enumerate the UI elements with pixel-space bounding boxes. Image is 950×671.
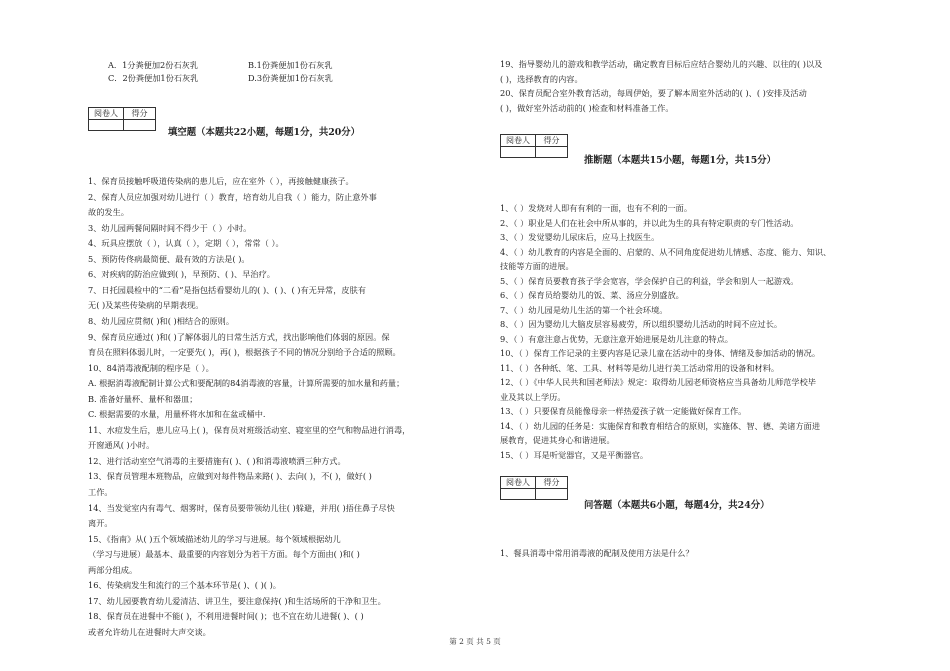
question-line: 展教育，促进其身心和谐进展。 [500, 435, 615, 445]
question-line: 1、（ ）发烧对人即有有利的一面，也有不利的一面。 [500, 203, 693, 213]
question-line: 8、（ ）因为婴幼儿大脑皮层容易疲劳，所以组织婴幼儿活动的时间不应过长。 [500, 319, 783, 329]
question-line: 12、进行活动室空气消毒的主要措施有( )、( )和消毒液喷洒三种方式。 [88, 455, 346, 466]
question-line: C. 根据需要的水量，用量杯将水加和在盆或桶中. [88, 409, 266, 420]
question-line: 14、（ ）幼儿园的任务是：实施保育和教育相结合的原则，实施体、智、德、美诸方面进 [500, 420, 821, 431]
section-title-fill-blank: 填空题（本题共22小题，每题1分，共20分） [168, 127, 360, 138]
question-line: 5、预防传佟病最简便、最有效的方法是( )。 [88, 253, 250, 264]
question-line: 9、（ ）有意注意占优势，无意注意开始进展是幼儿注意的特点。 [500, 333, 733, 344]
question-line: 15、《指南》从( )五个领域描述幼儿的学习与进展。每个领域根据幼儿 [88, 533, 341, 544]
question-line: 12、（ ）《中华人民共和国老师法》规定：取得幼儿园老师资格应当具备幼儿师范学校毕 [500, 377, 816, 387]
question-line: 开窗通风( )小时。 [88, 440, 155, 451]
question-line: 无( )及某些传染病的早期表现。 [88, 300, 204, 311]
question-line: 离开。 [88, 518, 113, 529]
question-line: 13、（ ）只要保育员能像母亲一样热爱孩子就一定能做好保育工作。 [500, 406, 747, 416]
question-line: 4、玩具应摆放（ ），认真（ ），定期（ ），常常（ ）。 [88, 238, 284, 249]
option-a: A．1分粪便加2份石灰乳 [108, 60, 199, 70]
score-label: 得分 [124, 108, 155, 120]
question-line: 16、传染病发生和流行的三个基本环节是( )、( )( )。 [88, 580, 281, 591]
question-line: 10、84消毒液配制的程序是（ ）。 [88, 362, 214, 373]
section-title-qa: 问答题（本题共6小题，每题4分，共24分） [584, 500, 770, 511]
question-line: 17、幼儿园要教育幼儿爱清洁、讲卫生，要注意保持( )和生活场所的干净和卫生。 [88, 595, 386, 606]
question-line: 20、保育员配合室外教育活动，每周伊始，要了解本周室外活动的( )、( )安排及活动 [500, 88, 807, 98]
question-line: 3、幼儿园两餐间隔时间不得少于（ ）小时。 [88, 222, 252, 233]
question-line: 6、（ ）保育员给婴幼儿的饭、菜、汤应分别盛放。 [500, 290, 684, 300]
question-line: 或者允许幼儿在进餐时大声交谈。 [88, 626, 211, 637]
option-c: C．2份粪便加1份石灰乳 [108, 73, 199, 83]
question-line: 10、（ ）保育工作记录的主要内容是记录儿童在活动中的身体、情绪及参加活动的情况。 [500, 348, 821, 358]
score-box [500, 476, 568, 500]
question-line: 3、（ ）发觉婴幼儿尿床后，应马上找医生。 [500, 232, 660, 242]
reviewer-label: 阅卷人 [501, 135, 536, 147]
score-box [88, 107, 156, 131]
question-line: 1、餐具消毒中常用消毒液的配制及使用方法是什么？ [500, 548, 694, 558]
question-line: 9、保育员应通过( )和( )了解体弱儿的日常生活方式，找出影响他们体弱的原因。保 [88, 331, 390, 342]
score-label: 得分 [536, 477, 567, 489]
question-line: B. 准备好量杯、量杯和器皿； [88, 393, 198, 404]
option-d: D.3份粪便加1份石灰乳 [248, 73, 333, 83]
question-line: 8、幼儿园应贯彻( )和( )相结合的原则。 [88, 315, 235, 326]
question-line: 工作。 [88, 487, 113, 497]
reviewer-label: 阅卷人 [501, 477, 536, 489]
question-line: 11、（ ）各种纸、笔、工具、材料等是幼儿进行美工活动常用的设备和材料。 [500, 362, 780, 373]
question-line: 7、日托园晨检中的“二看”是指包括看婴幼儿的( )、( )、( )有无异常，皮肤有 [88, 284, 366, 295]
question-line: 2、（ ）职业是人们在社会中所从事的，并以此为生的具有特定职责的专门性活动。 [500, 217, 799, 228]
question-line: 6、对疾病的防治应做到( )，早预防、( )、早治疗。 [88, 269, 275, 280]
option-b: B.1份粪便加1份石灰乳 [248, 60, 333, 70]
question-line: 19、指导婴幼儿的游戏和教学活动，确定教育目标后应结合婴幼儿的兴趣、以往的( )以及 [500, 59, 823, 69]
question-line: 育员在照料体弱儿时，一定要先( )，再( )，根据孩子不同的情况分别给予合适的照顾。 [88, 347, 401, 358]
question-line: 5、（ ）保育员要教育孩子学会宽容，学会保护自己的利益，学会和别人一起游戏。 [500, 275, 799, 286]
question-line: 4、（ ）幼儿教育的内容是全面的、启蒙的、从不同角度促进幼儿情感、态度、能力、知识、 [500, 246, 832, 257]
score-box [500, 134, 568, 158]
score-label: 得分 [536, 135, 567, 147]
question-line: 7、（ ）幼儿园是幼儿生活的第一个社会环境。 [500, 304, 668, 315]
section-title-judgement: 推断题（本题共15小题，每题1分，共15分） [584, 155, 776, 166]
question-line: 15、（ ）耳是听觉器官，又是平衡器官。 [500, 449, 649, 460]
question-line: 14、当发觉室内有毒气、烟雾时，保育员要带领幼儿往( )躲避，并用( )捂住鼻子尽快 [88, 502, 395, 513]
question-line: 业及其以上学历。 [500, 391, 566, 402]
question-line: 18、保育员在进餐中不能( )，不利用进餐时间( )；也不宜在幼儿进餐( )、( ) [88, 611, 364, 622]
question-line: （学习与进展）最基本、最重要的内容划分为若干方面。每个方面由( )和( ) [88, 549, 360, 560]
question-line: 1、保育员接触呼吸道传染病的患儿后，应在室外（ ），再接触健康孩子。 [88, 176, 354, 186]
question-line: 13、保育员管理本班物品，应做到对每件物品来路( )、去向( )，不( )，做好( ) [88, 471, 372, 482]
question-line: 11、水痘发生后，患儿应马上( )，保育员对班级活动室、寝室里的空气和物品进行消毒， [88, 424, 411, 435]
question-line: 2、保育人员应加强对幼儿进行（ ）教育，培育幼儿自我（ ）能力，防止意外事 [88, 191, 377, 202]
question-line: A. 根据消毒液配制计算公式和要配制的84消毒液的容量，计算所需要的加水量和药量； [88, 378, 405, 389]
question-line: ( )，选择教育的内容。 [500, 73, 583, 84]
question-line: 技能等方面的进展。 [500, 261, 574, 271]
question-line: 故的发生。 [88, 207, 129, 218]
question-line: ( )，做好室外活动前的( )检查和材料准备工作。 [500, 102, 674, 113]
reviewer-label: 阅卷人 [89, 108, 124, 120]
question-line: 两部分组成。 [88, 564, 138, 575]
page-footer: 第 2 页 共 5 页 [449, 637, 501, 646]
